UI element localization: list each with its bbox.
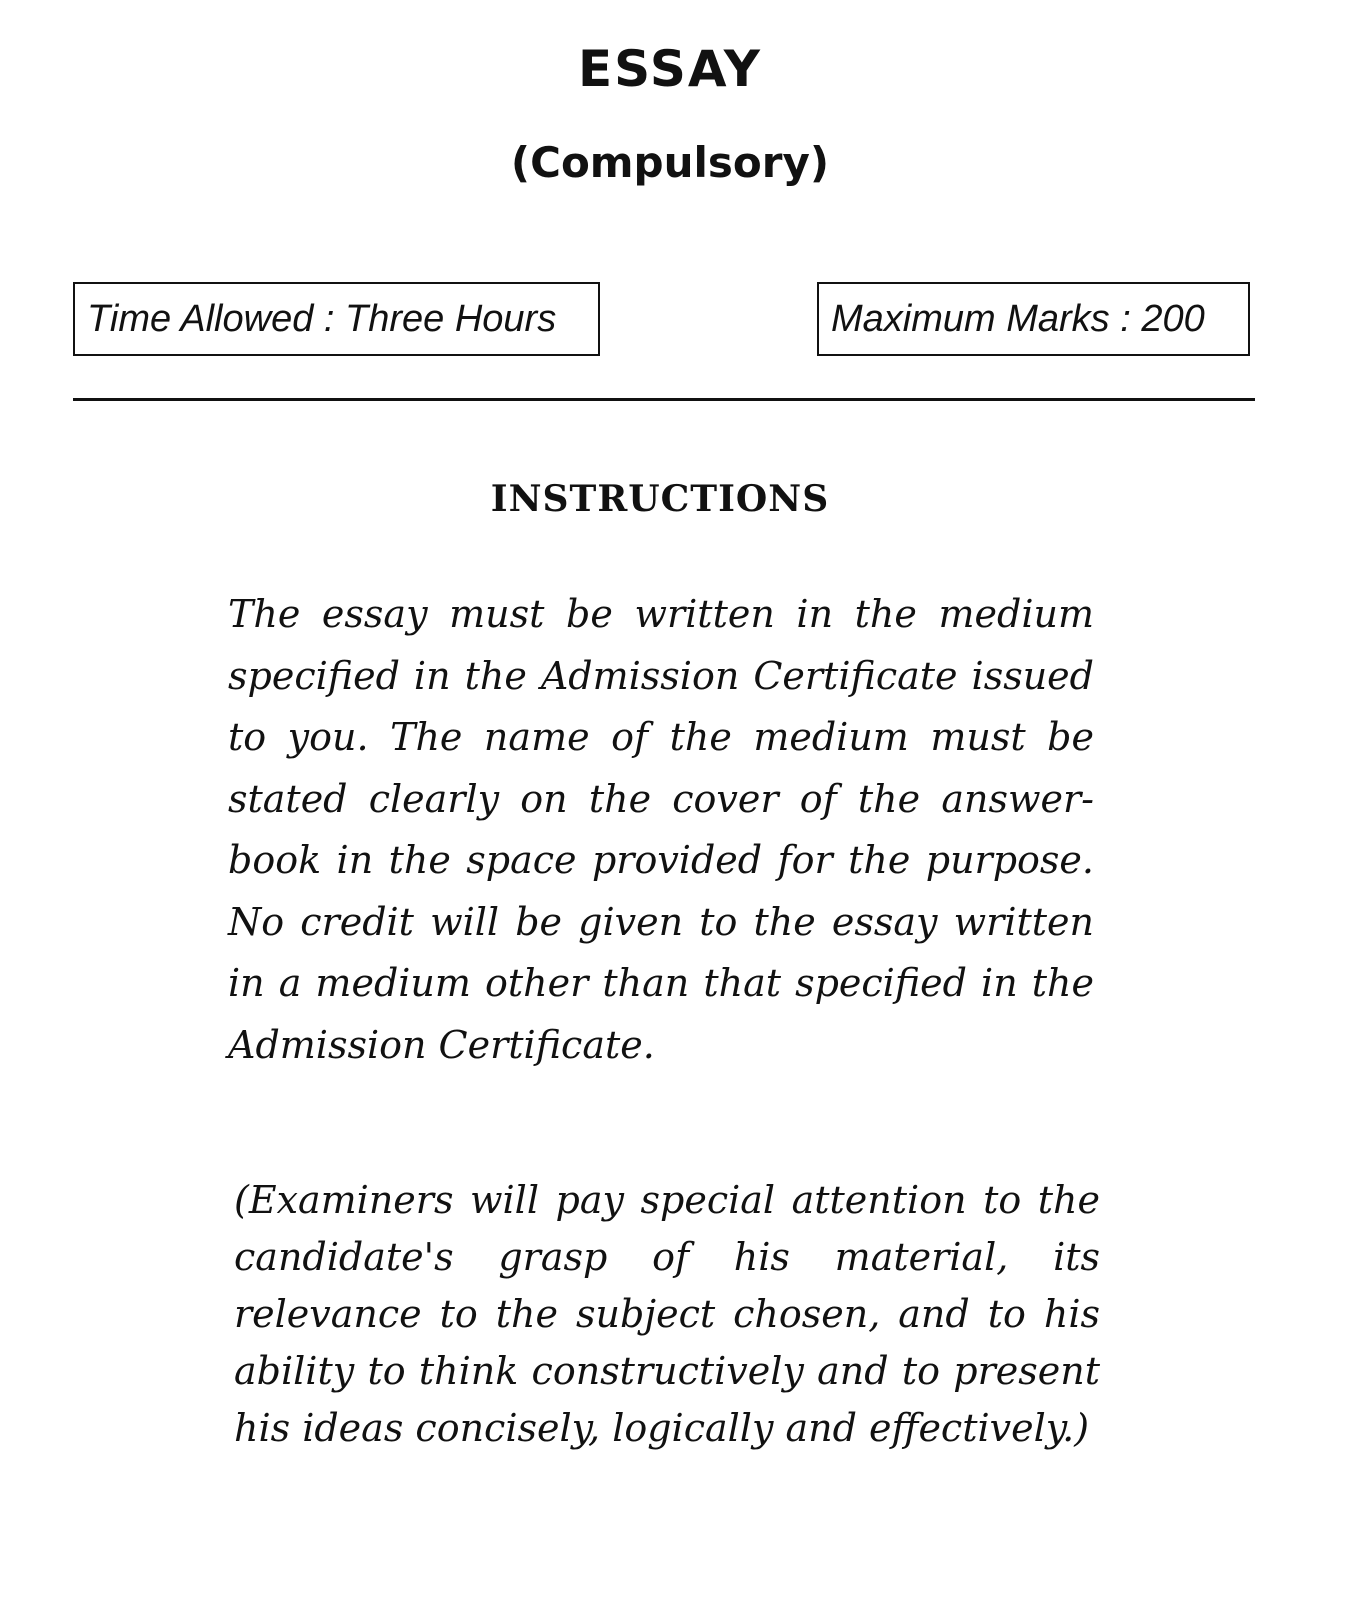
maximum-marks-box: Maximum Marks : 200 [817,282,1250,356]
time-allowed-box: Time Allowed : Three Hours [73,282,600,356]
instructions-heading: INSTRUCTIONS [490,478,830,520]
instructions-paragraph-medium: The essay must be written in the medium specified in the Admission Certificate issued to you. The name of the medium must be stated clearly on the cover of the answer-book in the space provided for the purpose. No credit will be given to the essay written in a medium other than that specified in the Admission Certificate. [228,592,1094,1067]
page-subtitle: (Compulsory) [510,138,830,187]
page-title: ESSAY [577,40,763,98]
instructions-paragraph-examiners: (Examiners will pay special attention to the candidate's grasp of his material, its relevance to the subject chosen, and to his ability to think constructively and to present his ideas concisely, logically and effectively.) [234,1178,1100,1450]
horizontal-rule [73,398,1255,401]
